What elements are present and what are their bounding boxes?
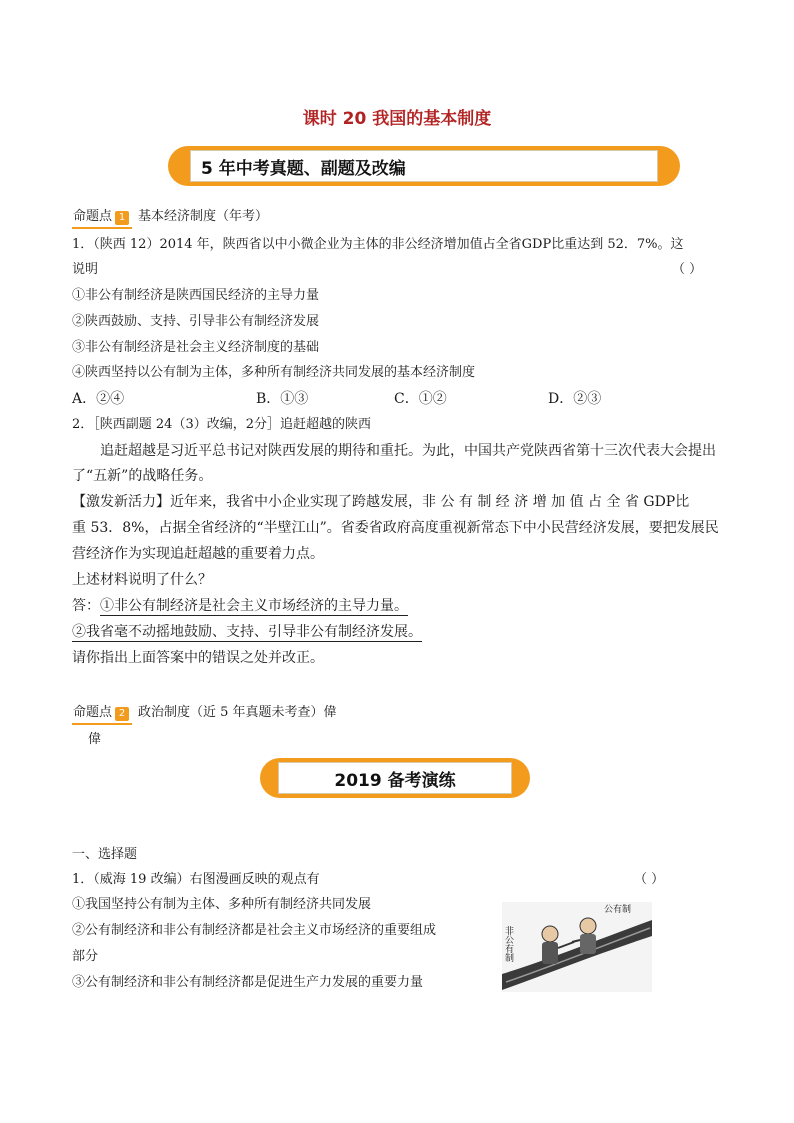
section-number: 2	[115, 707, 129, 721]
section1-heading	[72, 208, 268, 229]
q1-stem: 1．（陕西 12）2014 年，陕西省以中小微企业为主体的非公经济增加值占全省GDP比重达到 52．7%。这	[72, 237, 684, 252]
cartoon-label-public: 公有制	[604, 905, 632, 915]
banner-real-exams-label: 5 年中考真题、副题及改编	[201, 158, 406, 179]
p1q1-option-2: ②公有制经济和非公有制经济都是社会主义市场经济的重要组成	[72, 923, 437, 938]
banner-prep-label: 2019 备考演练	[334, 770, 456, 791]
cartoon-label-nonpublic: 非公有制	[503, 926, 513, 962]
part1-heading: 一、选择题	[72, 847, 138, 862]
q2-question: 上述材料说明了什么？	[72, 572, 212, 588]
section-tag: 命题点 2	[72, 704, 132, 725]
section-tag: 命题点 1	[72, 208, 132, 229]
q1-stem-cont: 说明	[72, 262, 99, 277]
section-number: 1	[115, 211, 129, 225]
p1q1-option-3: ③公有制经济和非公有制经济都是促进生产力发展的重要力量	[72, 975, 424, 990]
q2-answer-1: 答：①非公有制经济是社会主义市场经济的主导力量。	[72, 598, 408, 614]
q2-answer-2	[72, 623, 422, 641]
q2-stem: 2．［陕西副题 24（3）改编，2分］追赶超越的陕西	[72, 417, 371, 432]
q1-choice-b: B．①③	[256, 391, 309, 407]
q1-choice-a: A．②④	[72, 391, 125, 407]
q1-option-3: ③非公有制经济是社会主义经济制度的基础	[72, 340, 320, 355]
page-title: 课时 20 我国的基本制度	[302, 109, 492, 129]
q1-option-1: ①非公有制经济是陕西国民经济的主导力量	[72, 288, 320, 303]
q2-para2: 【激发新活力】近年来，我省中小企业实现了跨越发展，非 公 有 制 经 济 增 加 值 占 全 省 GDP比	[72, 494, 690, 510]
q1-answer-paren: （ ）	[672, 262, 703, 277]
banner-real-exams	[168, 146, 680, 186]
p1q1-option-1: ①我国坚持公有制为主体、多种所有制经济共同发展	[72, 897, 372, 912]
q1-option-4: ④陕西坚持以公有制为主体，多种所有制经济共同发展的基本经济制度	[72, 365, 476, 380]
cartoon-image	[502, 902, 652, 992]
q1-option-2: ②陕西鼓励、支持、引导非公有制经济发展	[72, 314, 320, 329]
section2-extra: 偉	[88, 732, 102, 747]
p1q1-answer-paren: （ ）	[634, 872, 665, 887]
banner-real-exams-frame	[190, 150, 658, 182]
q2-para1-cont: 了“五新”的战略任务。	[72, 468, 213, 484]
q1-choice-d: D．②③	[548, 391, 602, 407]
q2-para2-cont: 重 53．8%，占据全省经济的“半壁江山”。省委省政府高度重视新常态下中小民营经济发展，要把发展民	[72, 520, 719, 536]
p1q1-option-2-cont: 部分	[72, 949, 99, 964]
banner-prep-frame	[278, 762, 512, 794]
answer-underlined-1: ①非公有制经济是社会主义市场经济的主导力量。	[100, 598, 408, 614]
section-title: 基本经济制度（年考）	[138, 209, 269, 224]
section-title: 政治制度（近 5 年真题未考查）偉	[138, 705, 337, 720]
q2-instruction: 请你指出上面答案中的错误之处并改正。	[72, 650, 324, 666]
p1q1-stem: 1．（威海 19 改编）右图漫画反映的观点有	[72, 872, 320, 887]
q2-para1: 追赶超越是习近平总书记对陕西发展的期待和重托。为此，中国共产党陕西省第十三次代表大会提出	[100, 443, 716, 459]
section2-heading	[72, 704, 337, 725]
answer-underlined-2: ②我省毫不动摇地鼓励、支持、引导非公有制经济发展。	[72, 624, 422, 640]
q1-choice-c: C．①②	[394, 391, 447, 407]
banner-prep	[260, 758, 530, 798]
q2-para2-end: 营经济作为实现追赶超越的重要着力点。	[72, 546, 324, 562]
